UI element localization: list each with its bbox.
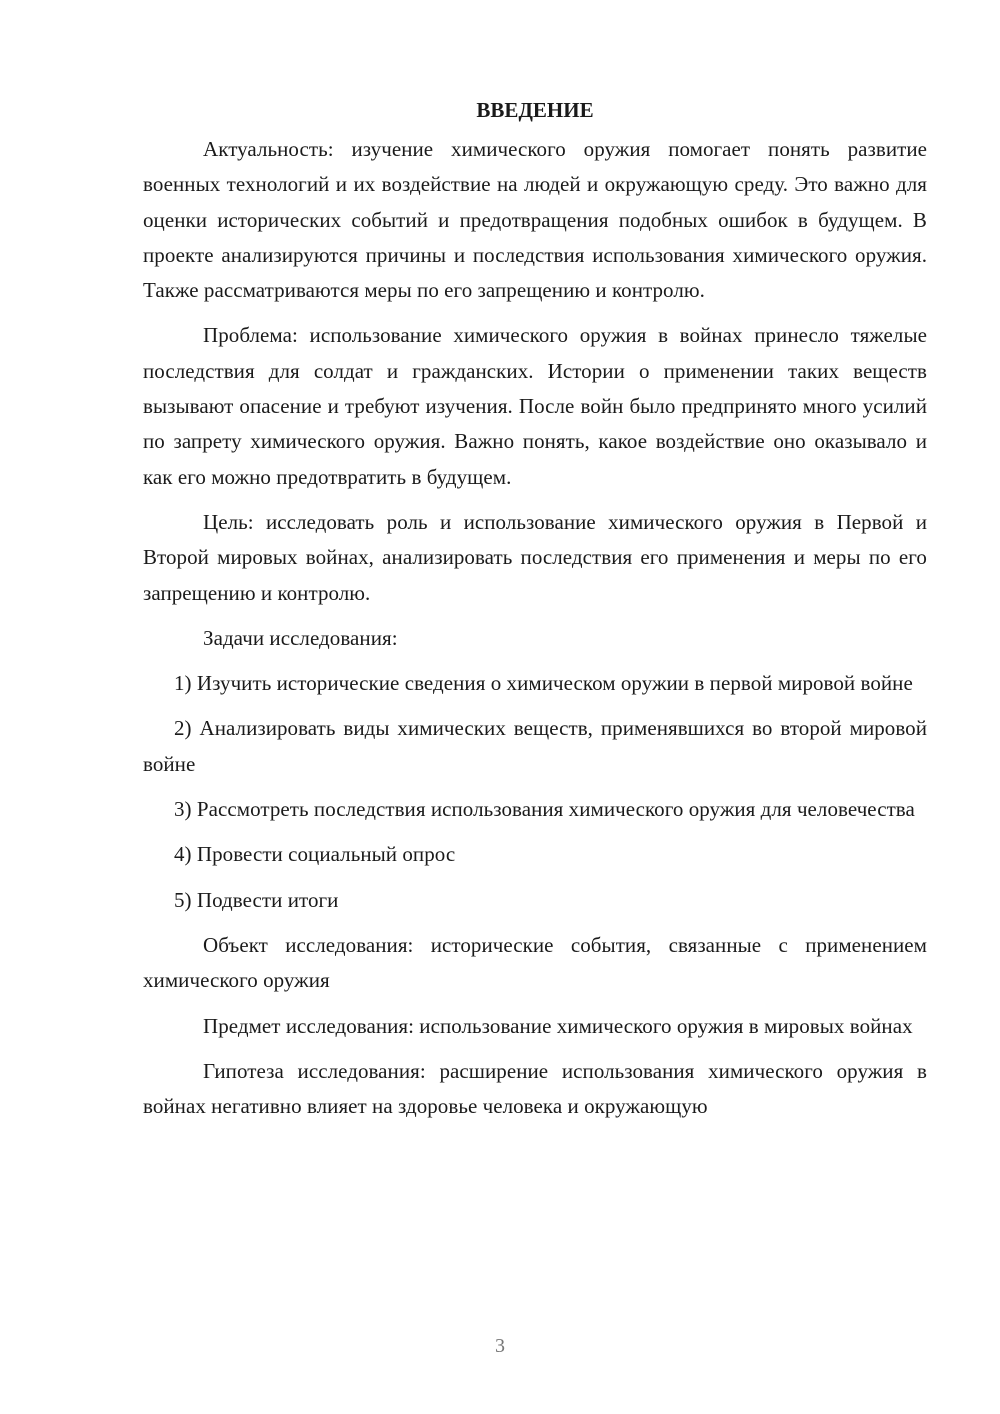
section-title: ВВЕДЕНИЕ — [476, 98, 594, 122]
subject-paragraph: Предмет исследования: использование химического оружия в мировых войнах — [203, 1013, 913, 1038]
task-item-3: 3) Рассмотреть последствия использования химического оружия для человечества — [174, 797, 915, 822]
object-paragraph: Объект исследования: исторические события, связанные с применением химического оружия — [143, 932, 927, 993]
task-item-4: 4) Провести социальный опрос — [174, 842, 456, 867]
task-item-1: 1) Изучить исторические сведения о химическом оружии в первой мировой войне — [174, 671, 913, 696]
problem-paragraph: Проблема: использование химического оружия в войнах принесло тяжелые последствия для солдат и гражданских. Истории о применении таких веществ вызывают опасение и требуют изучения. После войн было предпринято много усилий по запрету химического оружия. Важно понять, какое воздействие оно оказывало и как его можно предотвратить в будущем. — [143, 323, 927, 489]
task-item-5: 5) Подвести итоги — [174, 887, 339, 912]
page-content — [143, 96, 927, 1134]
relevance-paragraph: Актуальность: изучение химического оружия помогает понять развитие военных технологий и их воздействие на людей и окружающую среду. Это важно для оценки исторических событий и предотвращения подобных ошибок в будущем. В проекте анализируются причины и последствия использования химического оружия. Также рассматриваются меры по его запрещению и контролю. — [143, 137, 927, 303]
hypothesis-paragraph: Гипотеза исследования: расширение использования химического оружия в войнах негативно влияет на здоровье человека и окружающую — [143, 1058, 927, 1119]
page-number: 3 — [495, 1335, 505, 1357]
goal-paragraph: Цель: исследовать роль и использование химического оружия в Первой и Второй мировых войнах, анализировать последствия его применения и меры по его запрещению и контролю. — [143, 509, 927, 605]
tasks-heading: Задачи исследования: — [203, 625, 398, 650]
task-item-2: 2) Анализировать виды химических веществ, применявшихся во второй мировой войне — [143, 716, 927, 776]
